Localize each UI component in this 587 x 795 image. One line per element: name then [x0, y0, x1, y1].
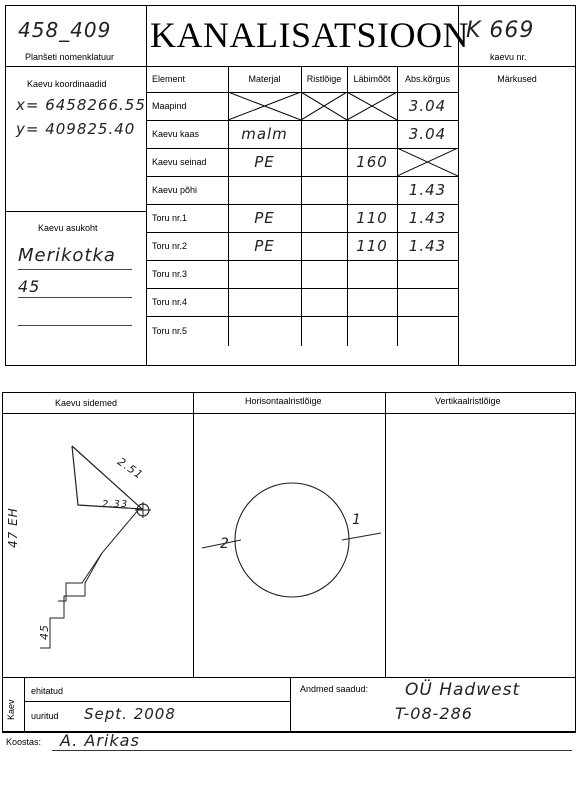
footer-built-line	[24, 701, 290, 702]
table-row-label: Kaevu põhi	[152, 185, 198, 195]
compiled-value: A. Arikas	[60, 731, 140, 750]
table-cell-height	[397, 288, 458, 316]
table-header-cell: Abs.kõrgus	[404, 74, 451, 84]
well-number-label: kaevu nr.	[490, 52, 527, 62]
table-cell-material	[228, 288, 301, 316]
table-cell-diameter	[347, 120, 397, 148]
location-line-2	[18, 297, 132, 298]
table-cell-diameter: 110	[356, 209, 388, 227]
location-label: Kaevu asukoht	[38, 223, 98, 233]
table-row-label: Toru nr.3	[152, 269, 188, 279]
table-row-label: Maapind	[152, 101, 187, 111]
table-cell-notes	[458, 232, 576, 260]
coords-divider	[5, 211, 146, 212]
element-table	[146, 66, 576, 366]
distance-label-b: 2.33	[102, 499, 129, 510]
surveyed-value: Sept. 2008	[84, 705, 176, 723]
data-from-label: Andmed saadud:	[300, 684, 369, 694]
table-header-cell: Ristlõige	[306, 74, 342, 84]
table-row-label: Kaevu kaas	[152, 129, 200, 139]
table-row-label: Toru nr.4	[152, 297, 188, 307]
table-cell-material	[228, 176, 301, 204]
data-from-value: OÜ Hadwest	[405, 680, 521, 700]
sketch-col3-label: Vertikaalristlõige	[435, 396, 501, 406]
compiled-underline	[52, 750, 572, 751]
built-label: ehitatud	[31, 686, 64, 696]
well-ties-sketch	[2, 413, 192, 677]
table-cell-cross	[301, 260, 347, 288]
table-cell-height	[397, 316, 458, 346]
compiled-label: Koostas:	[6, 737, 42, 747]
footer-top-line	[2, 677, 576, 678]
x-coordinate: x= 6458266.55	[16, 96, 146, 114]
location-line-1	[18, 269, 132, 270]
side-label-2: 45	[38, 624, 51, 640]
table-cell-notes	[458, 316, 576, 346]
table-row-label: Kaevu seinad	[152, 157, 207, 167]
table-header-cell: Element	[152, 74, 186, 84]
table-cell-cross	[301, 316, 347, 346]
kaev-label: Kaev	[6, 699, 16, 720]
table-cell-height: 3.04	[408, 97, 447, 115]
sketch-divider-2	[385, 392, 386, 677]
location-line-3	[18, 325, 132, 326]
table-cell-diameter	[347, 316, 397, 346]
table-cell-diameter: 110	[356, 237, 388, 255]
crossed-out-cell	[301, 92, 347, 120]
table-cell-height: 1.43	[408, 237, 447, 255]
table-cell-material: PE	[254, 209, 275, 227]
table-cell-height: 1.43	[408, 181, 447, 199]
table-cell-diameter	[347, 288, 397, 316]
table-cell-notes	[458, 148, 576, 176]
table-cell-notes	[458, 288, 576, 316]
table-cell-height: 3.04	[408, 125, 447, 143]
table-cell-material	[228, 260, 301, 288]
table-cell-material	[228, 316, 301, 346]
pipe-1-line	[342, 533, 381, 540]
footer-mid-divider	[290, 677, 291, 732]
table-cell-diameter	[347, 260, 397, 288]
sketch-col1-label: Kaevu sidemed	[55, 398, 118, 408]
table-cell-notes	[458, 92, 576, 120]
well-circle	[235, 483, 349, 597]
pipe-2-label: 2	[220, 536, 230, 552]
table-cell-height: 1.43	[408, 209, 447, 227]
table-cell-cross	[301, 176, 347, 204]
page-title: KANALISATSIOON	[150, 15, 469, 55]
side-label-1: 47 EH	[6, 507, 20, 548]
pipe-1-label: 1	[352, 512, 362, 528]
well-number-value: K 669	[466, 18, 535, 43]
nomenclature-value: 458_409	[18, 18, 112, 42]
table-header-cell: Märkused	[497, 74, 537, 84]
table-cell-cross	[301, 120, 347, 148]
table-cell-cross	[301, 232, 347, 260]
table-cell-cross	[301, 288, 347, 316]
table-row-label: Toru nr.5	[152, 326, 188, 336]
table-cell-notes	[458, 120, 576, 148]
table-cell-notes	[458, 260, 576, 288]
crossed-out-cell	[347, 92, 397, 120]
table-cell-notes	[458, 204, 576, 232]
table-header-cell: Läbimõõt	[353, 74, 391, 84]
ties-boundary	[58, 509, 139, 601]
table-cell-cross	[301, 148, 347, 176]
table-cell-height	[397, 260, 458, 288]
table-cell-material: malm	[241, 125, 288, 143]
table-cell-diameter	[347, 176, 397, 204]
coords-label: Kaevu koordinaadid	[27, 79, 107, 89]
table-header-cell: Materjal	[248, 74, 281, 84]
nomenclature-divider	[5, 66, 146, 67]
location-number: 45	[18, 277, 41, 296]
table-row-label: Toru nr.2	[152, 241, 188, 251]
y-coordinate: y= 409825.40	[16, 120, 136, 138]
surveyed-label: uuritud	[31, 711, 59, 721]
table-cell-diameter: 160	[356, 153, 388, 171]
table-cell-notes	[458, 176, 576, 204]
location-street: Merikotka	[18, 245, 116, 266]
nomenclature-label: Planšeti nomenklatuur	[25, 52, 115, 62]
table-row-label: Toru nr.1	[152, 213, 188, 223]
sketch-col2-label: Horisontaalristlõige	[245, 396, 322, 406]
kaev-divider	[24, 677, 25, 732]
table-cell-material: PE	[254, 237, 275, 255]
crossed-out-cell	[228, 92, 301, 120]
distance-label-a: 2.51	[114, 455, 146, 482]
data-from-code: T-08-286	[395, 704, 473, 723]
crossed-out-cell	[397, 148, 458, 176]
table-cell-material: PE	[254, 153, 275, 171]
table-cell-cross	[301, 204, 347, 232]
